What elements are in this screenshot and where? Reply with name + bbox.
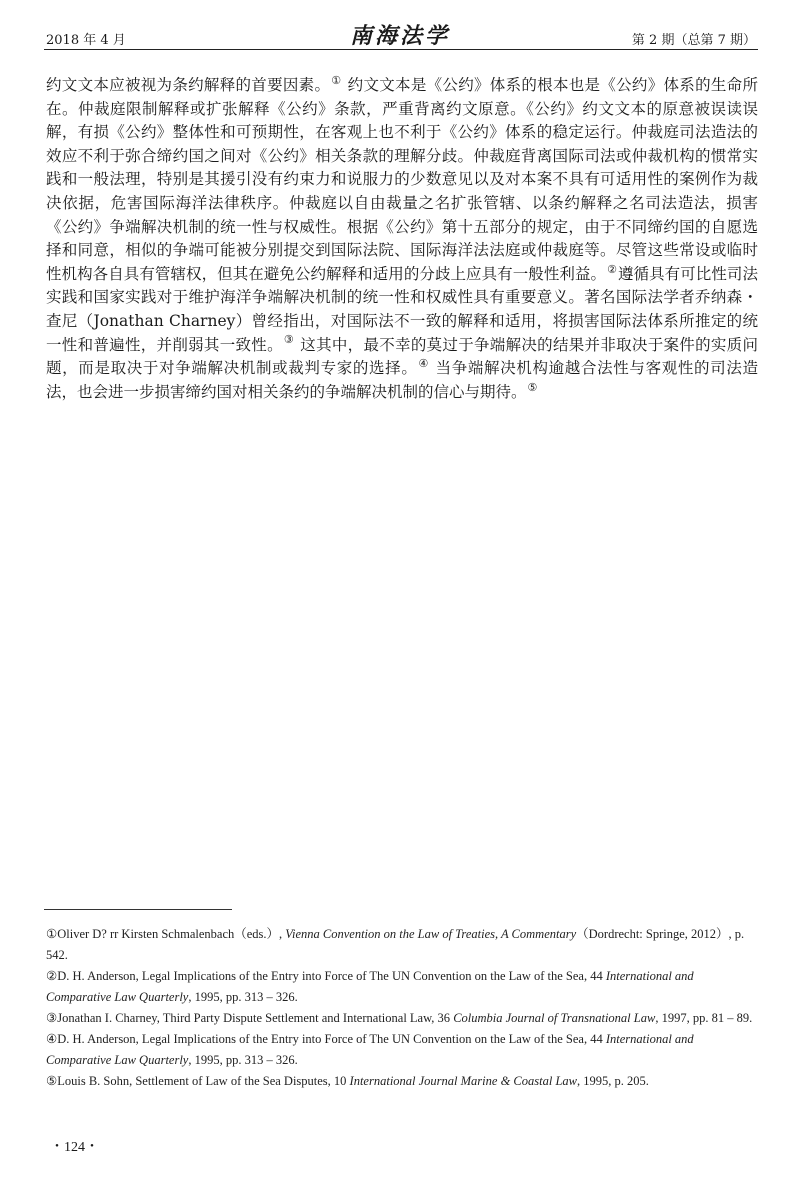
footnote-text-end: , 1995, p. 205. [576,1074,649,1088]
footnote-title: International and Comparative Law Quarterly [46,969,694,1004]
footnote-mark: ① [46,927,58,941]
footnote-4 [46,1029,758,1071]
footnote-mark: ④ [46,1032,58,1046]
footnote-rule [44,909,232,910]
issue-date: 2018 年 4 月 [46,33,126,48]
running-header [0,0,800,55]
footnote-mark: ⑤ [46,1074,58,1088]
page-number: ・124・ [50,1140,99,1155]
header-rule [44,49,758,50]
issue-number: 第 2 期（总第 7 期） [631,33,756,48]
footnote-ref-4[interactable]: ④ [418,356,430,370]
footnote-text: D. H. Anderson, Legal Implications of the Entry into Force of The UN Convention on the Law of the Sea, 44 [57,1032,606,1046]
body-paragraph [46,74,758,404]
body-sentence-2: 约文文本是《公约》体系的根本也是《公约》体系的生命所在。仲裁庭限制解释或扩张解释《公约》条款，严重背离约文原意。《公约》约文文本的原意被误读误解，有损《公约》整体性和可预期性，在客观上也不利于《公约》体系的稳定运行。仲裁庭司法造法的效应不利于弥合缔约国之间对《公约》相关条款的理解分歧。仲裁庭背离国际司法或仲裁机构的惯常实践和一般法理，特别是其援引没有约束力和说服力的少数意见以及对本案不具有可适用性的案例作为裁决依据，危害国际海洋法律秩序。仲裁庭以自由裁量之名扩张管辖、以条约解释之名司法造法，损害《公约》争端解决机制的统一性与权威性。根据《公约》第十五部分的规定，由于不同缔约国的自愿选择和同意，相似的争端可能被分别提交到国际法院、国际海洋法法庭或仲裁庭等。尽管这些常设或临时性机构各自具有管辖权，但其在避免公约解释和适用的分歧上应具有一般性利益。 [46,76,758,283]
footnote-5 [46,1071,758,1092]
footnote-title: Vienna Convention on the Law of Treaties, A Commentary [285,927,577,941]
footnote-text-end: （Dordrecht: Springe, 2012）, p. 542. [46,927,745,962]
footnote-ref-3[interactable]: ③ [283,333,295,347]
footnote-text: Louis B. Sohn, Settlement of Law of the Sea Disputes, 10 [57,1074,350,1088]
footnote-2 [46,966,758,1008]
footnote-ref-2[interactable]: ② [607,262,617,276]
footnote-text: Jonathan I. Charney, Third Party Dispute Settlement and International Law, 36 [57,1011,454,1025]
footnote-text-end: , 1995, pp. 313 – 326. [188,1053,298,1067]
footnotes [46,924,758,1092]
journal-title: 南海法学 [349,23,450,49]
body-sentence-3: 遵循具有可比性司法实践和国家实践对于维护海洋争端解决机制的统一性和权威性具有重要意义。著名国际法学者乔纳森・查尼（Jonathan Charney）曾经指出，对国际法不一致的解释和适用，将损害国际法体系所推定的统一性和普遍性，并削弱其一致性。 [46,264,758,354]
footnote-title: International Journal Marine & Coastal Law [349,1074,577,1088]
footnote-text-end: , 1997, pp. 81 – 89. [655,1011,753,1025]
footnote-1 [46,924,758,966]
footnote-title: International and Comparative Law Quarterly [46,1032,694,1067]
footnote-text-end: , 1995, pp. 313 – 326. [188,990,298,1004]
footnote-mark: ② [46,969,58,983]
body-sentence-4: 这其中，最不幸的莫过于争端解决的结果并非取决于案件的实质问题，而是取决于对争端解决机制或裁判专家的选择。 [46,335,758,378]
footnote-ref-1[interactable]: ① [331,73,342,87]
body-sentence-1: 约文文本应被视为条约解释的首要因素。 [46,76,331,94]
body-sentence-5: 当争端解决机构逾越合法性与客观性的司法造法，也会进一步损害缔约国对相关条约的争端解决机制的信心与期待。 [46,359,758,401]
footnote-ref-5[interactable]: ⑤ [527,380,538,394]
footnote-3 [46,1008,758,1029]
footnote-text: D. H. Anderson, Legal Implications of the Entry into Force of The UN Convention on the Law of the Sea, 44 [57,969,606,983]
footnote-text: Oliver D? rr Kirsten Schmalenbach（eds.）, [57,927,286,941]
footnote-mark: ③ [46,1011,58,1025]
footnote-title: Columbia Journal of Transnational Law [453,1011,656,1025]
